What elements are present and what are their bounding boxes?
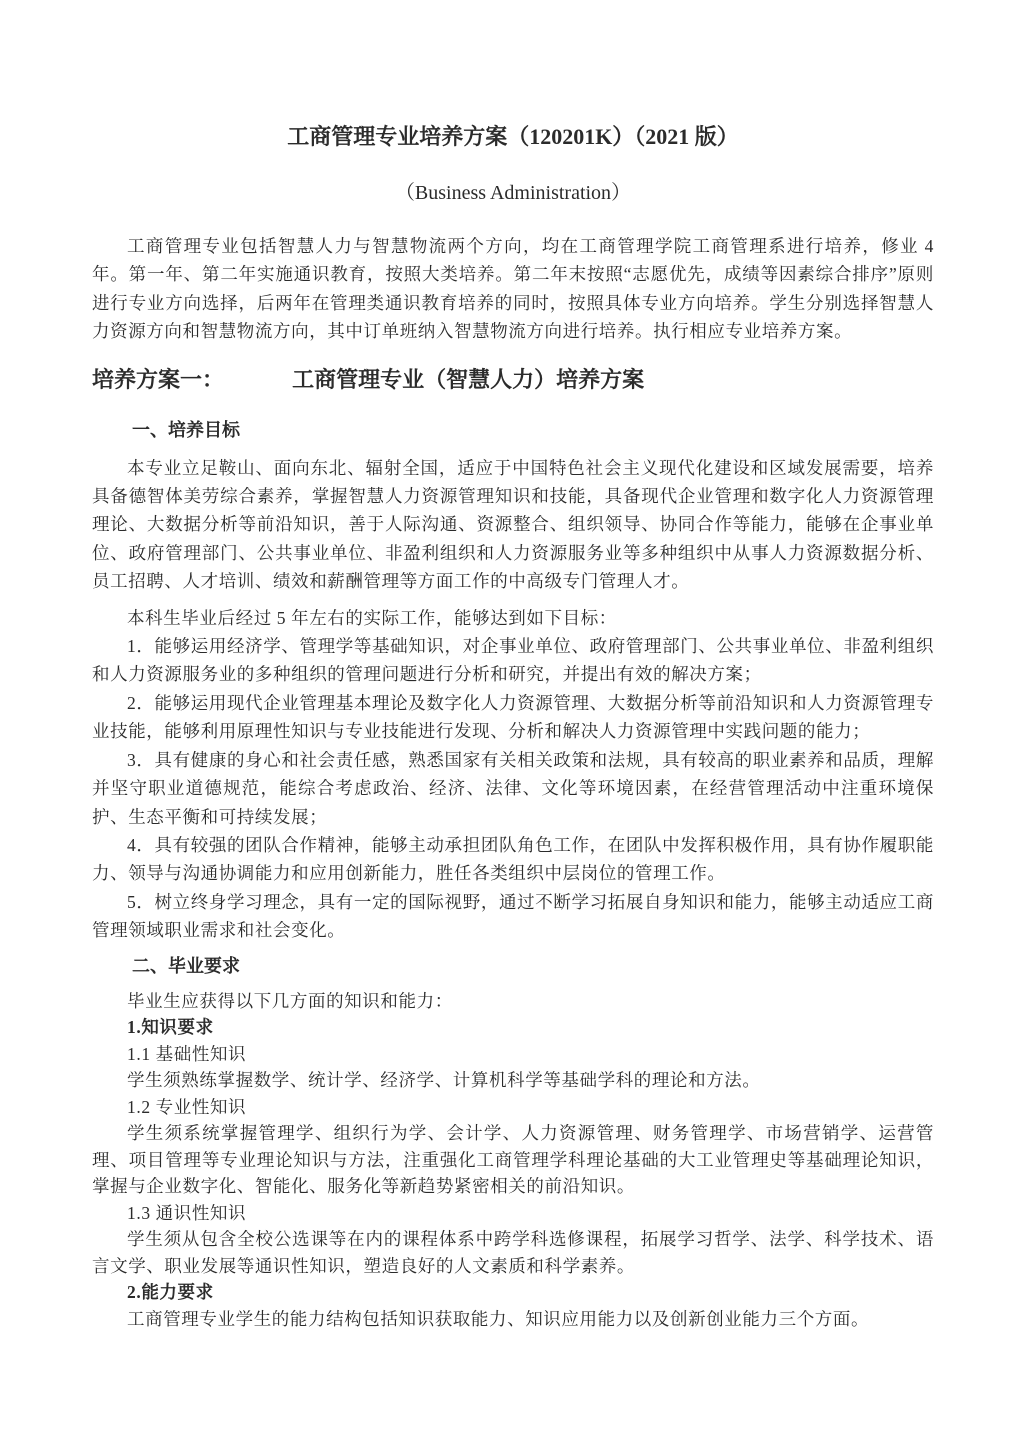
knowledge-subheading-1-1: 1.1 基础性知识 — [127, 1043, 247, 1064]
ability-requirements-heading: 2.能力要求 — [127, 1282, 214, 1303]
section-heading-training-objectives: 一、培养目标 — [132, 419, 240, 440]
section-heading-graduation-requirements: 二、毕业要求 — [132, 955, 240, 976]
goal-item-3: 3．具有健康的身心和社会责任感，熟悉国家有关相关政策和法规，具有较高的职业素养和品质，理解并坚守职业道德规范，能综合考虑政治、经济、法律、文化等环境因素，在经营管理活动中注重环境保护、生态平衡和可持续发展； — [92, 749, 934, 827]
goal-item-1: 1．能够运用经济学、管理学等基础知识，对企事业单位、政府管理部门、公共事业单位、非盈利组织和人力资源服务业的多种组织的管理问题进行分析和研究，并提出有效的解决方案； — [92, 636, 934, 685]
training-objective-paragraph: 本专业立足鞍山、面向东北、辐射全国，适应于中国特色社会主义现代化建设和区域发展需要，培养具备德智体美劳综合素养，掌握智慧人力资源管理知识和技能，具备现代企业管理和数字化人力资源管理理论、大数据分析等前沿知识，善于人际沟通、资源整合、组织领导、协同合作等能力，能够在企事业单位、政府管理部门、公共事业单位、非盈利组织和人力资源服务业等多种组织中从事人力资源数据分析、员工招聘、人才培训、绩效和薪酬管理等方面工作的中高级专门管理人才。 — [92, 457, 934, 592]
plan-one-title: 工商管理专业（智慧人力）培养方案 — [292, 366, 645, 392]
document-subtitle-english: （Business Administration） — [394, 182, 632, 204]
ability-requirements-text: 工商管理专业学生的能力结构包括知识获取能力、知识应用能力以及创新创业能力三个方面。 — [127, 1308, 870, 1329]
goals-intro-line: 本科生毕业后经过 5 年左右的实际工作，能够达到如下目标： — [127, 607, 617, 628]
goal-item-5: 5．树立终身学习理念，具有一定的国际视野，通过不断学习拓展自身知识和能力，能够主动适应工商管理领域职业需求和社会变化。 — [92, 891, 934, 941]
knowledge-requirements-heading: 1.知识要求 — [127, 1017, 214, 1038]
graduation-intro-line: 毕业生应获得以下几方面的知识和能力： — [127, 990, 453, 1011]
goal-item-4: 4．具有较强的团队合作精神，能够主动承担团队角色工作，在团队中发挥积极作用，具有协作履职能力、领导与沟通协调能力和应用创新能力，胜任各类组织中层岗位的管理工作。 — [92, 834, 934, 884]
document-title: 工商管理专业培养方案（120201K）（2021 版） — [287, 124, 739, 149]
knowledge-text-1-1: 学生须熟练掌握数学、统计学、经济学、计算机科学等基础学科的理论和方法。 — [127, 1070, 761, 1091]
plan-one-heading — [92, 366, 934, 394]
knowledge-subheading-1-2: 1.2 专业性知识 — [127, 1096, 247, 1117]
knowledge-text-1-3: 学生须从包含全校公选课等在内的课程体系中跨学科选修课程，拓展学习哲学、法学、科学技术、语言文学、职业发展等通识性知识，塑造良好的人文素质和科学素养。 — [92, 1229, 934, 1276]
knowledge-text-1-2: 学生须系统掌握管理学、组织行为学、会计学、人力资源管理、财务管理学、市场营销学、运营管理、项目管理等专业理论知识与方法，注重强化工商管理学科理论基础的大工业管理史等基础理论知识，掌握与企业数字化、智能化、服务化等新趋势紧密相关的前沿知识。 — [92, 1123, 934, 1197]
knowledge-subheading-1-3: 1.3 通识性知识 — [127, 1202, 247, 1223]
plan-one-label: 培养方案一： — [92, 366, 225, 392]
goal-item-2: 2．能够运用现代企业管理基本理论及数字化人力资源管理、大数据分析等前沿知识和人力资源管理专业技能，能够利用原理性知识与专业技能进行发现、分析和解决人力资源管理中实践问题的能力； — [92, 692, 934, 742]
program-intro-paragraph: 工商管理专业包括智慧人力与智慧物流两个方向，均在工商管理学院工商管理系进行培养，修业 4 年。第一年、第二年实施通识教育，按照大类培养。第二年末按照“志愿优先，成绩等因素综合排序”原则进行专业方向选择，后两年在管理类通识教育培养的同时，按照具体专业方向培养。学生分别选择智慧人力资源方向和智慧物流方向，其中订单班纳入智慧物流方向进行培养。执行相应专业培养方案。 — [92, 236, 934, 342]
